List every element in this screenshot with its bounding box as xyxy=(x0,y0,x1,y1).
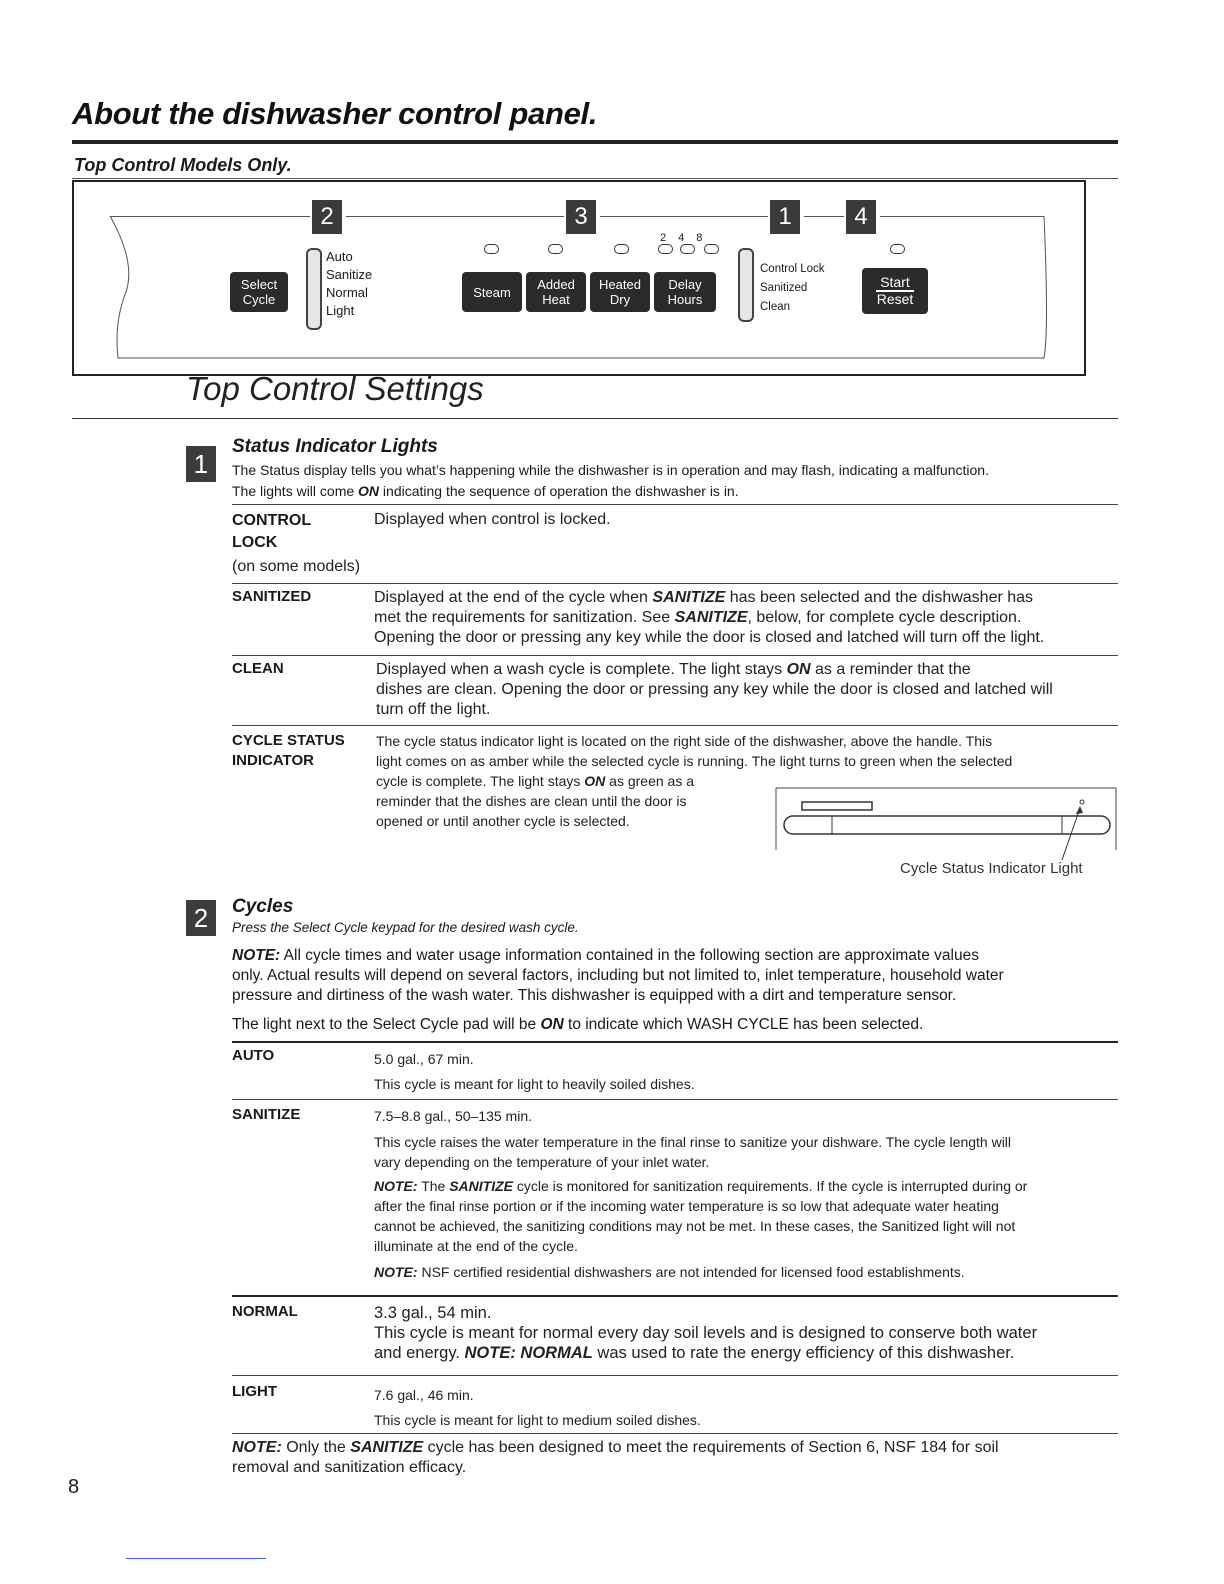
delay-8-led xyxy=(704,244,719,254)
delay-4-led xyxy=(680,244,695,254)
cycles-heading: Cycles xyxy=(232,896,294,917)
delay-hour-numbers: 248 xyxy=(660,232,715,244)
control-lock-label: Control Lock xyxy=(760,263,825,275)
clean-desc: Displayed when a wash cycle is complete. The light stays ON as a reminder that the dishes are clean. Opening the door or pressing any key while the door is closed and latched will turn off the light. xyxy=(376,661,1053,718)
cycle-sanitize-label: Sanitize xyxy=(326,267,373,282)
divider xyxy=(232,1041,1118,1043)
clean-label: Clean xyxy=(760,301,791,313)
section-rule xyxy=(72,418,1118,419)
cycle-auto-label: Auto xyxy=(326,249,353,264)
divider xyxy=(232,1099,1118,1100)
start-led xyxy=(890,244,905,254)
figure-caption: Cycle Status Indicator Light xyxy=(900,860,1083,877)
normal-term: NORMAL xyxy=(232,1303,298,1320)
section-2-badge: 2 xyxy=(186,900,216,936)
sanitized-term: SANITIZED xyxy=(232,588,312,605)
divider xyxy=(232,1375,1118,1376)
panel-badge-2: 2 xyxy=(312,200,342,234)
title-rule xyxy=(72,140,1118,144)
page-subtitle: Top Control Models Only. xyxy=(74,155,292,175)
final-note: NOTE: Only the SANITIZE cycle has been designed to meet the requirements of Section 6, NSF 184 for soil removal and sanitization efficacy. xyxy=(232,1439,999,1476)
heated-dry-led xyxy=(614,244,629,254)
status-intro-2: The lights will come ON indicating the sequence of operation the dishwasher is in. xyxy=(232,483,739,499)
steam-led xyxy=(484,244,499,254)
page-title: About the dishwasher control panel. xyxy=(72,96,598,131)
cycle-indicator-strip xyxy=(306,248,322,330)
page-number: 8 xyxy=(68,1476,80,1498)
status-intro-1: The Status display tells you what’s happening while the dishwasher is in operation and may flash, indicating a malfunction. xyxy=(232,462,989,478)
panel-badge-1: 1 xyxy=(770,200,800,234)
divider xyxy=(232,504,1118,505)
cycle-status-light-figure xyxy=(770,780,1120,860)
delay-hours-button[interactable]: Delay Hours xyxy=(654,272,716,312)
light-desc: 7.6 gal., 46 min. This cycle is meant for light to medium soiled dishes. xyxy=(374,1387,701,1428)
cycles-subheading: Press the Select Cycle keypad for the desired wash cycle. xyxy=(232,920,579,935)
panel-badge-3: 3 xyxy=(566,200,596,234)
cycles-note: NOTE: All cycle times and water usage information contained in the following section are approximate values only. Actual results will depend on several factors, including but not limited to, inlet temperature, household water pressure and dirtiness of the wash water. This dishwasher is equipped with a dirt and temperature sensor. xyxy=(232,947,1004,1004)
divider xyxy=(232,583,1118,584)
start-reset-button[interactable]: Start Reset xyxy=(862,268,928,314)
heated-dry-button[interactable]: Heated Dry xyxy=(590,272,650,312)
steam-button[interactable]: Steam xyxy=(462,272,522,312)
footer-line xyxy=(126,1558,266,1559)
control-lock-term: CONTROL LOCK xyxy=(232,512,312,551)
added-heat-button[interactable]: Added Heat xyxy=(526,272,586,312)
clean-term: CLEAN xyxy=(232,660,284,677)
control-panel-diagram xyxy=(72,180,1086,376)
sanitize-term: SANITIZE xyxy=(232,1106,301,1123)
delay-2-led xyxy=(658,244,673,254)
status-indicator-strip xyxy=(738,248,754,322)
sanitize-desc: 7.5–8.8 gal., 50–135 min. This cycle raises the water temperature in the final rinse to sanitize your dishware. The cycle length will vary depending on the temperature of your inlet water. NOTE: The SANITIZE cycle is monitored for sanitization requirements. If the cycle is interrupted during or after the final rinse portion or if the incoming water temperature is so low that adequate water heating cannot be achieved, the sanitizing conditions may not be met. In these cases, the Sanitized light will not illuminate at the end of the cycle. NOTE: NSF certified residential dishwashers are not intended for licensed food establishments. xyxy=(374,1108,1028,1280)
section-1-badge: 1 xyxy=(186,446,216,482)
cycle-normal-label: Normal xyxy=(326,285,368,300)
select-cycle-button[interactable]: Select Cycle xyxy=(230,272,288,312)
cycle-status-term: CYCLE STATUS INDICATOR xyxy=(232,732,345,769)
cycle-status-desc: The cycle status indicator light is located on the right side of the dishwasher, above the handle. This light comes on as amber while the selected cycle is running. The light turns to green when the selected cycle is complete. The light stays ON as green as a reminder that the dishes are clean until the door is opened or until another cycle is selected. xyxy=(376,733,1013,829)
section-title: Top Control Settings xyxy=(186,370,484,407)
auto-term: AUTO xyxy=(232,1047,275,1064)
added-heat-led xyxy=(548,244,563,254)
status-list xyxy=(760,260,825,317)
divider xyxy=(232,725,1118,726)
control-lock-desc: Displayed when control is locked. xyxy=(374,511,611,528)
divider xyxy=(232,1295,1118,1297)
subtitle-rule xyxy=(72,178,1118,179)
cycles-light-note: The light next to the Select Cycle pad will be ON to indicate which WASH CYCLE has been selected. xyxy=(232,1016,924,1033)
light-term: LIGHT xyxy=(232,1383,277,1400)
normal-desc: 3.3 gal., 54 min. This cycle is meant for normal every day soil levels and is designed to conserve both water and energy. NOTE: NORMAL was used to rate the energy efficiency of this dishwasher. xyxy=(374,1304,1038,1362)
cycle-list xyxy=(326,248,372,320)
cycle-light-label: Light xyxy=(326,303,355,318)
sanitized-label: Sanitized xyxy=(760,282,808,294)
status-heading: Status Indicator Lights xyxy=(232,436,438,457)
divider xyxy=(232,655,1118,656)
control-lock-note: (on some models) xyxy=(232,558,361,575)
divider xyxy=(232,1433,1118,1434)
sanitized-desc: Displayed at the end of the cycle when SANITIZE has been selected and the dishwasher has met the requirements for sanitization. See SANITIZE, below, for complete cycle description. Opening the door or pressing any key while the door is closed and latched will turn off the light. xyxy=(374,589,1045,646)
auto-desc: 5.0 gal., 67 min. This cycle is meant for light to heavily soiled dishes. xyxy=(374,1051,695,1092)
panel-badge-4: 4 xyxy=(846,200,876,234)
